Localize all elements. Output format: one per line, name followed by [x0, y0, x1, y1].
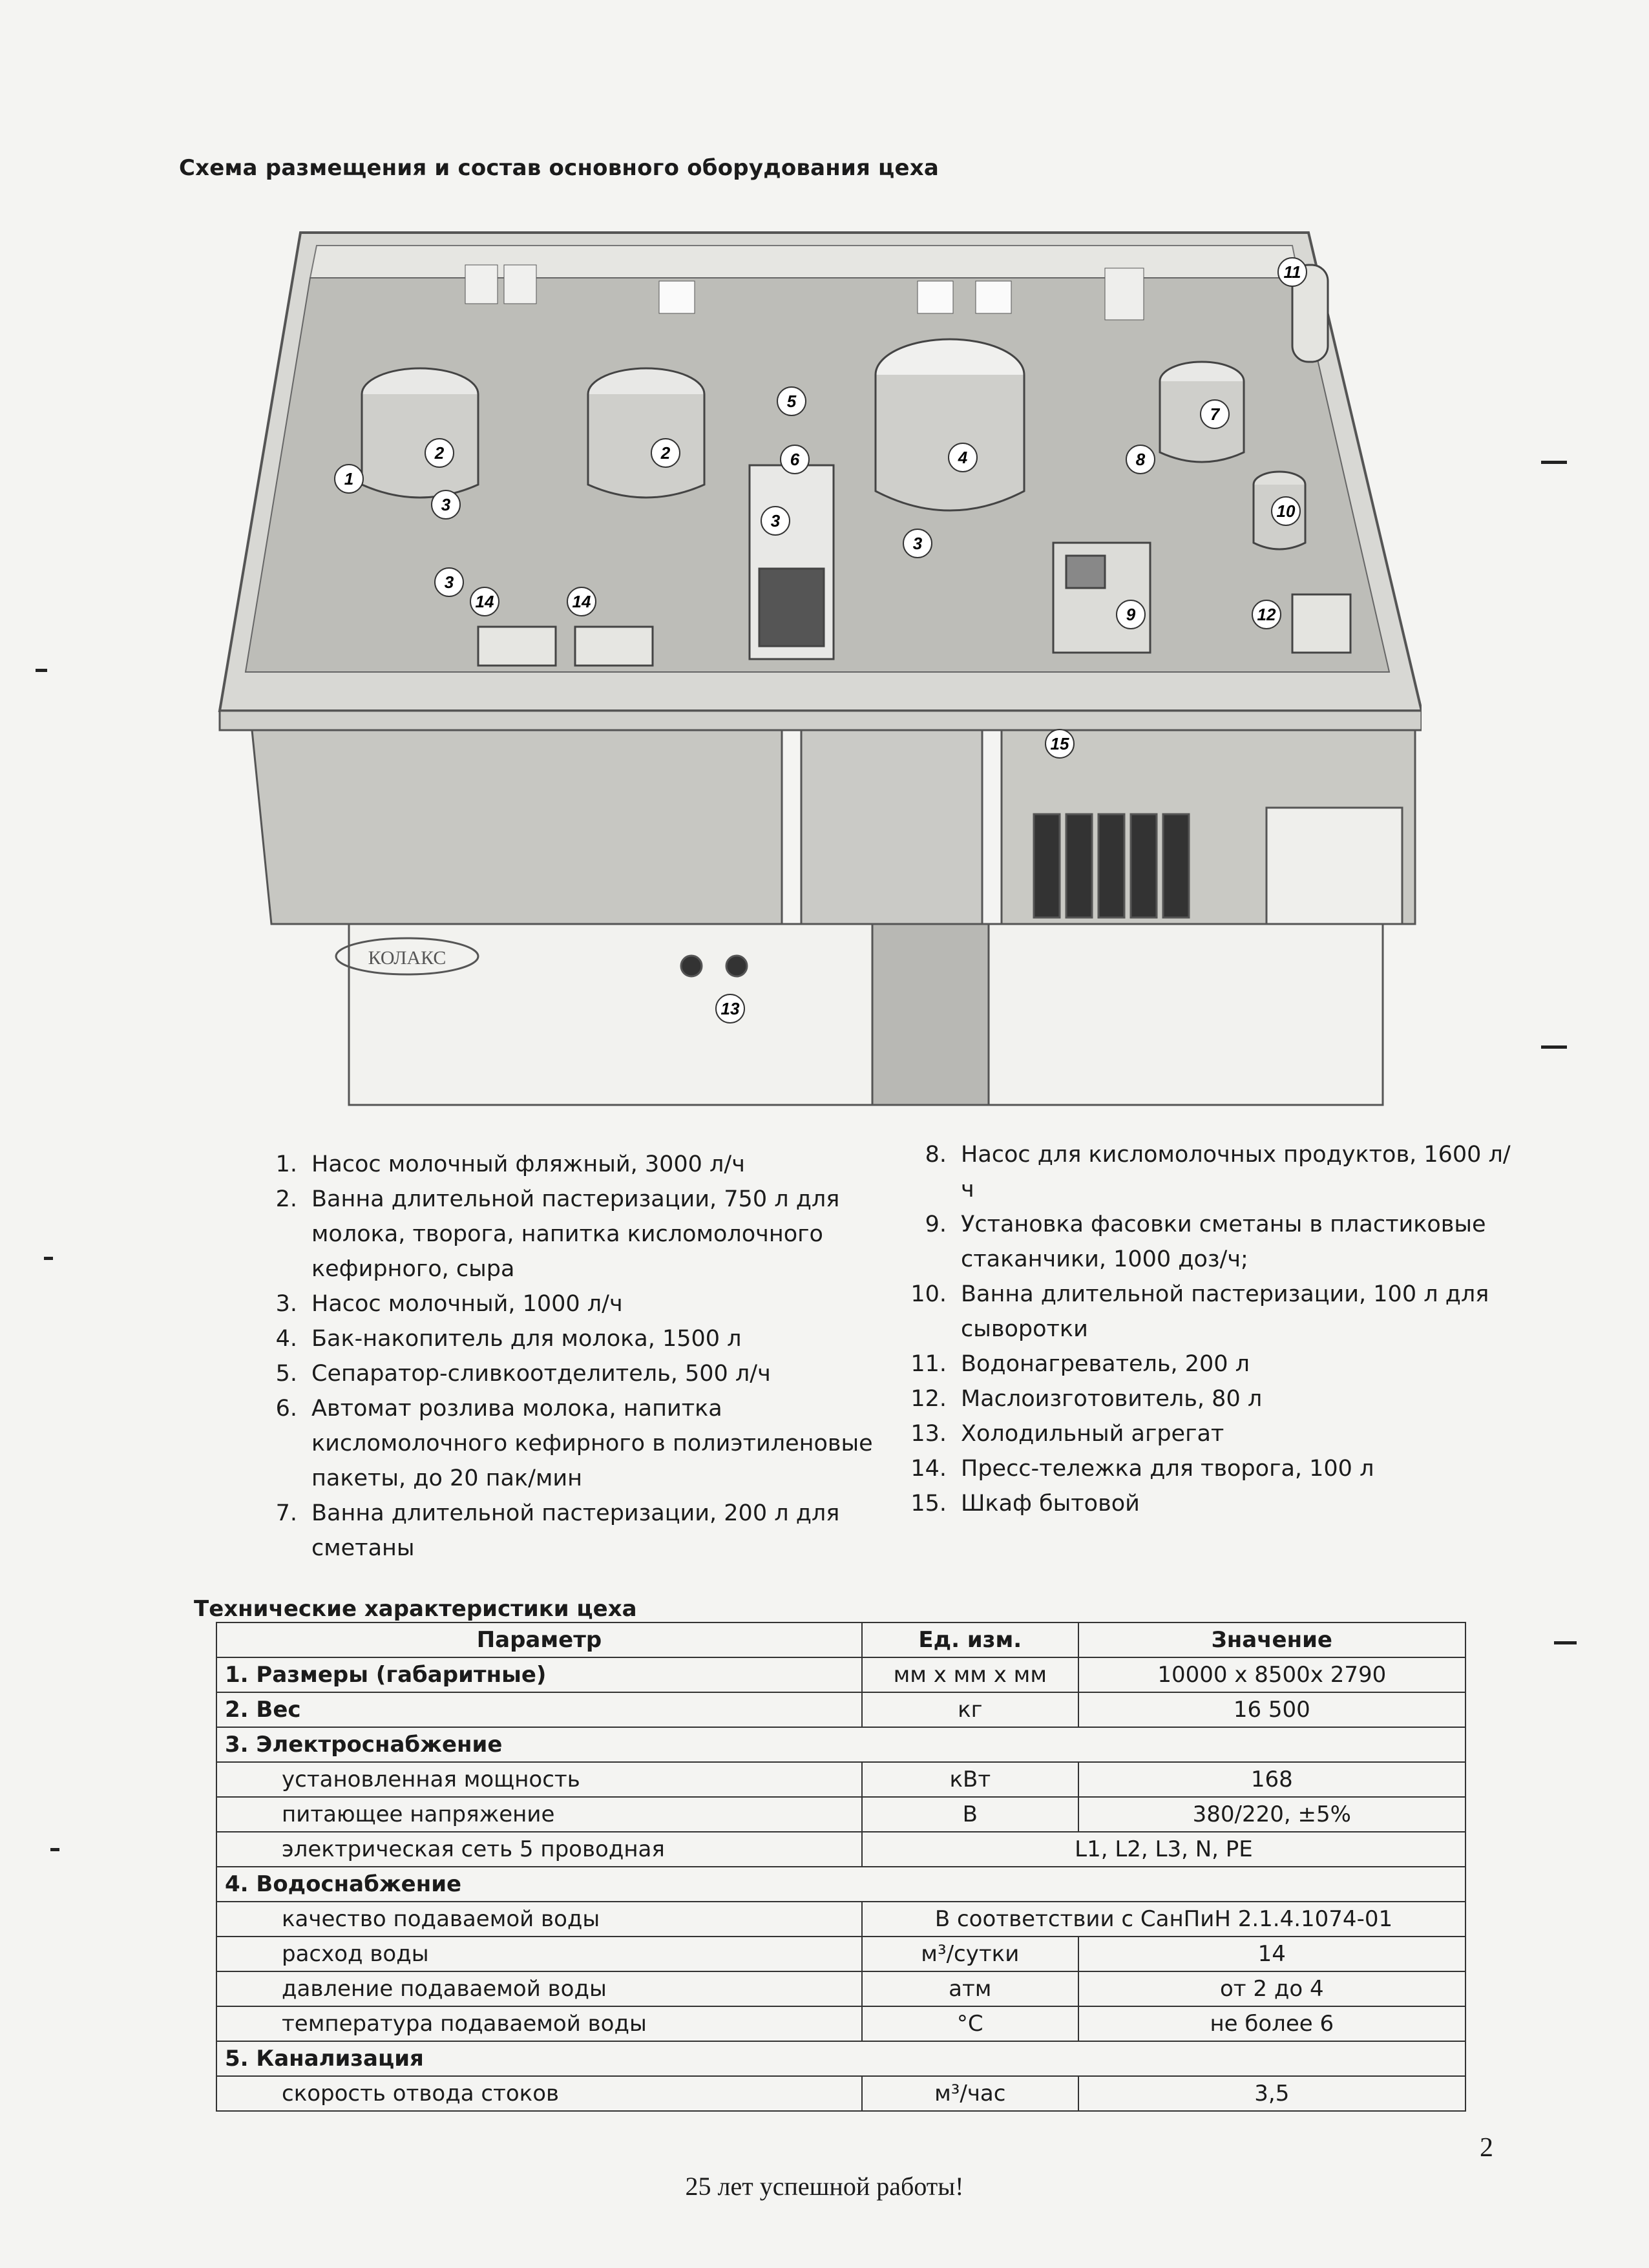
table-cell: качество подаваемой воды: [216, 1902, 862, 1937]
table-cell: 2. Вес: [216, 1692, 862, 1727]
callout-number: 9: [1126, 605, 1136, 624]
table-cell: В соответствии с СанПиН 2.1.4.1074-01: [862, 1902, 1465, 1937]
callout-number: 14: [572, 592, 591, 611]
column-header: Значение: [1078, 1622, 1465, 1657]
legend-number: 5.: [275, 1361, 297, 1387]
callout-number: 10: [1276, 501, 1296, 521]
legend-number: 8.: [925, 1142, 947, 1168]
legend-text: Маслоизготовитель, 80 л: [961, 1386, 1263, 1412]
table-cell: 16 500: [1078, 1692, 1465, 1727]
table-cell: 3,5: [1078, 2076, 1465, 2111]
table-cell: 168: [1078, 1762, 1465, 1797]
workshop-layout-illustration: [194, 207, 1422, 1111]
footer-slogan: 25 лет успешной работы!: [685, 2172, 964, 2201]
callout-number: 14: [475, 592, 494, 611]
callout-number: 12: [1257, 605, 1276, 624]
table-cell: 10000 х 8500х 2790: [1078, 1657, 1465, 1692]
legend-text: Насос молочный фляжный, 3000 л/ч: [311, 1151, 745, 1177]
table-cell: 1. Размеры (габаритные): [216, 1657, 862, 1692]
legend-text: Ванна длительной пастеризации, 750 л для молока, творога, напитка кисломолочного кефирного, сыра: [311, 1186, 840, 1282]
callout-number: 3: [912, 534, 923, 553]
table-cell: L1, L2, L3, N, PE: [862, 1832, 1465, 1867]
table-cell: кг: [862, 1692, 1078, 1727]
legend-number: 13.: [910, 1421, 947, 1447]
table-row: [216, 1657, 1465, 1692]
tech-specs-table: [216, 1622, 1466, 2112]
table-cell: скорость отвода стоков: [216, 2076, 862, 2111]
legend-text: Бак-накопитель для молока, 1500 л: [311, 1326, 742, 1352]
legend-number: 14.: [910, 1456, 947, 1482]
table-cell: электрическая сеть 5 проводная: [216, 1832, 862, 1867]
column-header: Ед. изм.: [862, 1622, 1078, 1657]
table-header-row: [216, 1622, 1465, 1657]
legend-number: 12.: [910, 1386, 947, 1412]
legend-text: Ванна длительной пастеризации, 200 л для сметаны: [311, 1500, 840, 1561]
scan-mark: [1541, 1045, 1567, 1049]
legend-item: [252, 1286, 898, 1321]
legend-item: [901, 1451, 1522, 1486]
callout-number: 2: [660, 443, 671, 463]
table-row: [216, 1692, 1465, 1727]
scan-mark: [1554, 1641, 1577, 1644]
table-row: [216, 1727, 1465, 1762]
legend-text: Ванна длительной пастеризации, 100 л для сыворотки: [961, 1281, 1489, 1342]
scan-mark: [50, 1848, 59, 1851]
callout-number: 1: [344, 469, 354, 488]
table-cell: питающее напряжение: [216, 1797, 862, 1832]
table-row: [216, 2006, 1465, 2041]
table-row: [216, 1937, 1465, 1971]
callout-number: 3: [770, 511, 781, 530]
table-cell: В: [862, 1797, 1078, 1832]
page-number: 2: [1480, 2133, 1493, 2163]
legend-item: [901, 1486, 1522, 1521]
legend-number: 6.: [275, 1396, 297, 1422]
equipment-legend-left: [252, 1147, 898, 1566]
table-cell: м³/час: [862, 2076, 1078, 2111]
legend-item: [901, 1277, 1522, 1347]
table-cell: давление подаваемой воды: [216, 1971, 862, 2006]
scan-mark: [36, 669, 47, 672]
table-cell: установленная мощность: [216, 1762, 862, 1797]
callout-number: 3: [444, 572, 454, 592]
table-row: [216, 2076, 1465, 2111]
table-cell: 5. Канализация: [216, 2041, 1465, 2076]
table-cell: кВт: [862, 1762, 1078, 1797]
callout-number: 6: [790, 450, 800, 469]
callout-number: 15: [1050, 734, 1069, 753]
table-cell: от 2 до 4: [1078, 1971, 1465, 2006]
table-row: [216, 1797, 1465, 1832]
legend-text: Сепаратор-сливкоотделитель, 500 л/ч: [311, 1361, 771, 1387]
legend-item: [252, 1356, 898, 1391]
table-row: [216, 1762, 1465, 1797]
legend-number: 7.: [275, 1500, 297, 1526]
callout-number: 7: [1210, 404, 1220, 424]
table-row: [216, 1902, 1465, 1937]
legend-text: Установка фасовки сметаны в пластиковые стаканчики, 1000 доз/ч;: [961, 1212, 1486, 1272]
legend-text: Холодильный агрегат: [961, 1421, 1224, 1447]
legend-text: Автомат розлива молока, напитка кисломолочного кефирного в полиэтиленовые пакеты, до 20 пак/мин: [311, 1396, 873, 1491]
callout-number: 5: [786, 392, 797, 411]
legend-number: 1.: [275, 1151, 297, 1177]
legend-item: [901, 1137, 1522, 1207]
table-cell: 3. Электроснабжение: [216, 1727, 1465, 1762]
equipment-legend-right: [901, 1137, 1522, 1521]
legend-item: [901, 1347, 1522, 1381]
legend-text: Пресс-тележка для творога, 100 л: [961, 1456, 1374, 1482]
scan-mark: [44, 1257, 53, 1260]
table-cell: м³/сутки: [862, 1937, 1078, 1971]
legend-item: [252, 1321, 898, 1356]
legend-number: 2.: [275, 1186, 297, 1212]
legend-text: Насос для кисломолочных продуктов, 1600 л/ч: [961, 1142, 1511, 1202]
legend-item: [252, 1147, 898, 1182]
page-title: Схема размещения и состав основного оборудования цеха: [179, 155, 939, 181]
table-cell: 14: [1078, 1937, 1465, 1971]
legend-item: [901, 1207, 1522, 1277]
legend-number: 3.: [275, 1291, 297, 1317]
table-cell: температура подаваемой воды: [216, 2006, 862, 2041]
legend-item: [252, 1182, 898, 1286]
scan-mark: [1541, 461, 1567, 464]
table-cell: 4. Водоснабжение: [216, 1867, 1465, 1902]
table-row: [216, 2041, 1465, 2076]
legend-number: 10.: [910, 1281, 947, 1307]
table-cell: 380/220, ±5%: [1078, 1797, 1465, 1832]
legend-text: Насос молочный, 1000 л/ч: [311, 1291, 623, 1317]
table-cell: не более 6: [1078, 2006, 1465, 2041]
table-row: [216, 1867, 1465, 1902]
legend-text: Водонагреватель, 200 л: [961, 1351, 1250, 1377]
legend-item: [252, 1391, 898, 1496]
tech-specs-title: Технические характеристики цеха: [194, 1596, 637, 1622]
legend-number: 4.: [275, 1326, 297, 1352]
table-cell: расход воды: [216, 1937, 862, 1971]
callout-number: 11: [1283, 262, 1301, 282]
legend-number: 9.: [925, 1212, 947, 1237]
legend-item: [901, 1381, 1522, 1416]
callout-number: 2: [434, 443, 445, 463]
column-header: Параметр: [216, 1622, 862, 1657]
legend-item: [252, 1496, 898, 1566]
table-cell: атм: [862, 1971, 1078, 2006]
table-row: [216, 1971, 1465, 2006]
legend-item: [901, 1416, 1522, 1451]
legend-text: Шкаф бытовой: [961, 1491, 1140, 1517]
callout-number: 8: [1135, 450, 1146, 469]
brand-logo-text: КОЛАКС: [368, 947, 446, 969]
callout-number: 3: [441, 495, 451, 514]
legend-number: 11.: [910, 1351, 947, 1377]
table-row: [216, 1832, 1465, 1867]
table-cell: мм х мм х мм: [862, 1657, 1078, 1692]
legend-number: 15.: [910, 1491, 947, 1517]
callout-number: 13: [720, 999, 740, 1018]
table-cell: °С: [862, 2006, 1078, 2041]
callout-number: 4: [958, 448, 968, 467]
